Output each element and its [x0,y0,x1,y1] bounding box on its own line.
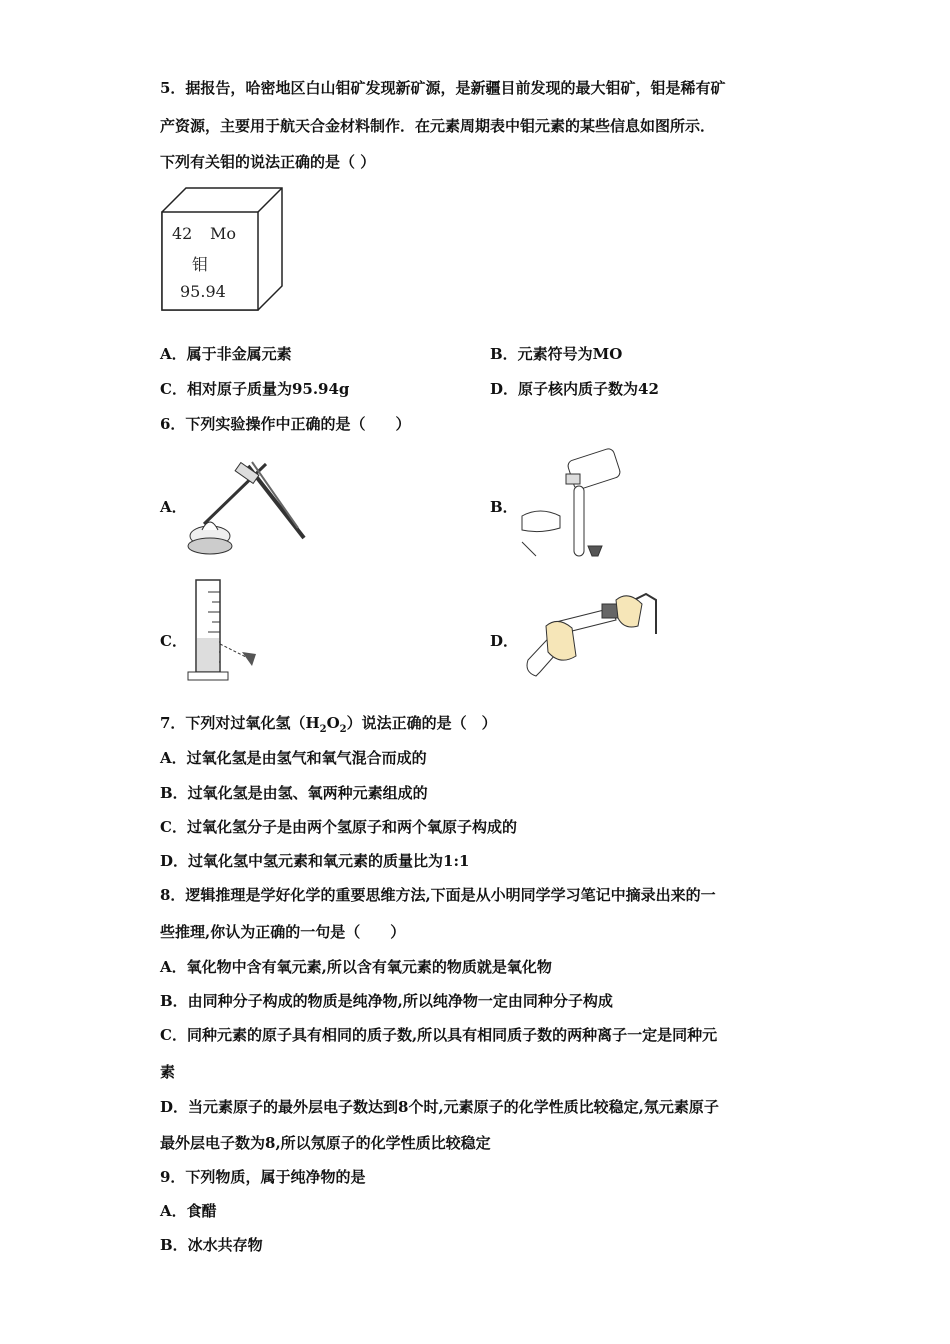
q7-option-c: C．过氧化氢分子是由两个氢原子和两个氧原子构成的 [160,818,517,836]
q5-stem-line-2: 产资源，主要用于航天合金材料制作．在元素周期表中钼元素的某些信息如图所示． [160,117,716,135]
q5-stem-line-3: 下列有关钼的说法正确的是（ ） [160,153,376,171]
pouring-liquid-figure [516,446,636,561]
q9-option-b: B．冰水共存物 [160,1236,263,1254]
q7-stem-mid: O [326,714,340,732]
q8-line-2: 些推理,你认为正确的一句是（ ） [160,923,406,941]
element-mass: 95.94 [180,282,226,301]
q9-stem: 9．下列物质，属于纯净物的是 [160,1168,366,1186]
q8-line-6: 素 [160,1063,176,1081]
q7-stem-pre: 7．下列对过氧化氢（H [160,714,320,732]
q7-option-b: B．过氧化氢是由氢、氧两种元素组成的 [160,784,428,802]
q8-line-8: 最外层电子数为8,所以氖原子的化学性质比较稳定 [160,1134,491,1152]
element-symbol: Mo [210,224,237,243]
q8-line-1: 8．逻辑推理是学好化学的重要思维方法,下面是从小明同学学习笔记中摘录出来的一 [160,886,716,904]
q6-label-a: A． [160,498,187,516]
q8-line-3: A．氧化物中含有氧元素,所以含有氧元素的物质就是氧化物 [160,958,552,976]
q5-option-b: B．元素符号为MO [490,345,623,363]
q7-stem-post: ）说法正确的是（ ） [346,714,497,732]
graduated-cylinder-figure [186,578,266,684]
periodic-table-cell-figure [160,186,285,311]
q6-label-b: B． [490,498,518,516]
q5-option-d: D．原子核内质子数为42 [490,380,659,398]
q5-option-a: A．属于非金属元素 [160,345,292,363]
q7-option-a: A．过氧化氢是由氢气和氧气混合而成的 [160,749,427,767]
q5-stem-line-1: 5．据报告，哈密地区白山钼矿发现新矿源，是新疆目前发现的最大钼矿，钼是稀有矿 [160,79,726,97]
q8-line-7: D．当元素原子的最外层电子数达到8个时,元素原子的化学性质比较稳定,氖元素原子 [160,1098,719,1116]
q7-option-d: D．过氧化氢中氢元素和氧元素的质量比为1:1 [160,852,470,870]
q8-line-4: B．由同种分子构成的物质是纯净物,所以纯净物一定由同种分子构成 [160,992,613,1010]
q6-label-d: D． [490,632,519,650]
q6-stem: 6．下列实验操作中正确的是（ ） [160,415,411,433]
heating-test-tube-figure [186,456,306,556]
q8-line-5: C．同种元素的原子具有相同的质子数,所以具有相同质子数的两种离子一定是同种元 [160,1026,718,1044]
q9-option-a: A．食醋 [160,1202,217,1220]
q5-option-c: C．相对原子质量为95.94g [160,380,350,398]
element-name: 钼 [192,255,209,274]
q7-stem [160,713,800,740]
q7-subscript-1: 2 [319,724,327,735]
q7-subscript-2: 2 [339,724,347,735]
q6-label-c: C． [160,632,187,650]
inserting-stopper-figure [516,586,662,682]
element-number: 42 [172,224,193,243]
